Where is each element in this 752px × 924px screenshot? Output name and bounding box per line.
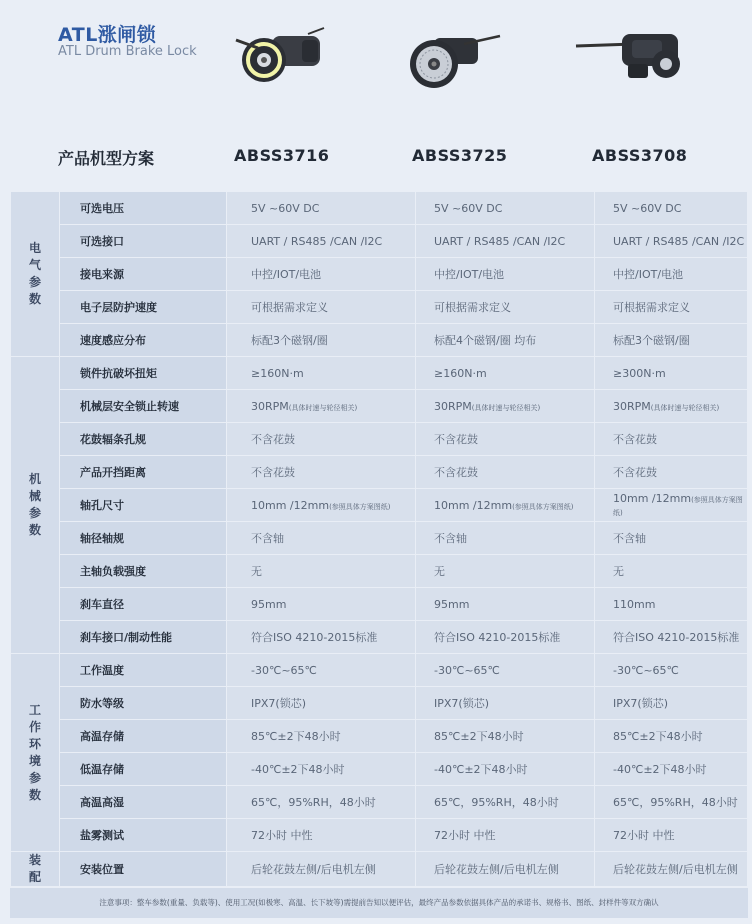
brand-subtitle: ATL Drum Brake Lock xyxy=(58,44,197,59)
value-main: IPX7(锁芯) xyxy=(613,697,668,710)
product-image-abss3716 xyxy=(228,22,328,86)
group-label-text: 工作环境参数 xyxy=(28,702,41,802)
value-main: 不含花鼓 xyxy=(251,433,295,446)
param-value xyxy=(595,852,748,887)
table-row xyxy=(11,291,748,324)
table-row xyxy=(11,390,748,423)
param-value xyxy=(595,819,748,852)
param-value xyxy=(416,258,595,291)
param-value xyxy=(227,753,416,786)
table-row xyxy=(11,753,748,786)
param-value xyxy=(595,192,748,225)
table-row xyxy=(11,225,748,258)
param-value xyxy=(416,555,595,588)
param-value xyxy=(595,720,748,753)
value-main: 后轮花鼓左侧/后电机左侧 xyxy=(251,863,376,876)
param-name: 主轴负载强度 xyxy=(60,555,227,588)
value-main: UART / RS485 /CAN /I2C xyxy=(251,234,383,248)
param-value xyxy=(227,654,416,687)
param-name: 可选接口 xyxy=(60,225,227,258)
table-row xyxy=(11,852,748,887)
param-value xyxy=(595,258,748,291)
param-name: 花鼓辐条孔规 xyxy=(60,423,227,456)
param-value xyxy=(416,291,595,324)
value-main: 不含花鼓 xyxy=(251,466,295,479)
param-value xyxy=(595,753,748,786)
param-value xyxy=(416,489,595,522)
footnote: 注意事项：整车参数(重量、负载等)、使用工况(如极寒、高温、长下坡等)需提前告知以便评估，最终产品参数依据具体产品的承诺书、规格书、图纸、封样件等双方确认 xyxy=(10,888,748,918)
value-main: 72小时 中性 xyxy=(434,829,496,842)
param-value xyxy=(227,522,416,555)
value-main: IPX7(锁芯) xyxy=(251,697,306,710)
table-row xyxy=(11,357,748,390)
param-value xyxy=(595,489,748,522)
param-value xyxy=(416,324,595,357)
value-note: (具体时速与轮径相关) xyxy=(471,403,541,412)
value-main: 不含轴 xyxy=(613,532,646,545)
value-main: 后轮花鼓左侧/后电机左侧 xyxy=(434,863,559,876)
param-value xyxy=(227,324,416,357)
group-label-text: 电气参数 xyxy=(28,241,41,306)
param-value xyxy=(416,522,595,555)
table-row xyxy=(11,258,748,291)
group-label xyxy=(11,192,60,357)
param-value xyxy=(416,423,595,456)
param-name: 机械层安全锁止转速 xyxy=(60,390,227,423)
table-row xyxy=(11,489,748,522)
table-row xyxy=(11,621,748,654)
value-main: 5V ~60V DC xyxy=(251,201,320,215)
value-main: 不含花鼓 xyxy=(613,433,657,446)
value-main: 95mm xyxy=(434,597,470,611)
value-main: 85℃±2下48小时 xyxy=(434,730,524,743)
param-name: 盐雾测试 xyxy=(60,819,227,852)
param-value xyxy=(416,390,595,423)
value-main: 30RPM xyxy=(251,399,289,413)
param-value xyxy=(416,819,595,852)
param-name: 接电来源 xyxy=(60,258,227,291)
param-value xyxy=(595,390,748,423)
value-main: 30RPM xyxy=(434,399,472,413)
value-main: 85℃±2下48小时 xyxy=(251,730,341,743)
value-main: 标配3个磁钢/圈 xyxy=(251,334,328,347)
value-main: 可根据需求定义 xyxy=(251,301,328,314)
model-header-row xyxy=(0,138,752,174)
value-main: -40℃±2下48小时 xyxy=(434,763,528,776)
param-value xyxy=(595,324,748,357)
value-main: 标配3个磁钢/圈 xyxy=(613,334,690,347)
table-row xyxy=(11,555,748,588)
param-value xyxy=(416,588,595,621)
param-value xyxy=(227,720,416,753)
model-name-2: ABSS3725 xyxy=(412,146,508,165)
param-value xyxy=(227,225,416,258)
param-name: 防水等级 xyxy=(60,687,227,720)
value-main: 后轮花鼓左侧/后电机左侧 xyxy=(613,863,738,876)
param-value xyxy=(227,291,416,324)
value-main: ≥300N·m xyxy=(613,366,666,380)
value-main: 30RPM xyxy=(613,399,651,413)
value-main: 85℃±2下48小时 xyxy=(613,730,703,743)
value-main: 符合ISO 4210-2015标准 xyxy=(613,631,740,644)
value-main: IPX7(锁芯) xyxy=(434,697,489,710)
param-value xyxy=(227,555,416,588)
table-row xyxy=(11,456,748,489)
param-value xyxy=(416,786,595,819)
table-row xyxy=(11,687,748,720)
model-name-3: ABSS3708 xyxy=(592,146,688,165)
value-main: 10mm /12mm xyxy=(251,498,330,512)
param-value xyxy=(416,621,595,654)
value-main: 不含花鼓 xyxy=(434,433,478,446)
param-name: 低温存储 xyxy=(60,753,227,786)
value-main: UART / RS485 /CAN /I2C xyxy=(434,234,566,248)
param-value xyxy=(227,687,416,720)
value-main: 5V ~60V DC xyxy=(613,201,682,215)
value-main: UART / RS485 /CAN /I2C xyxy=(613,234,745,248)
value-main: -30℃~65℃ xyxy=(434,663,500,677)
param-name: 锁件抗破坏扭矩 xyxy=(60,357,227,390)
value-main: 10mm /12mm xyxy=(613,492,692,505)
param-value xyxy=(416,852,595,887)
group-label xyxy=(11,852,60,887)
value-main: 不含花鼓 xyxy=(613,466,657,479)
value-note: (参照具体方案图纸) xyxy=(512,502,574,511)
param-value xyxy=(416,654,595,687)
param-name: 轴径轴规 xyxy=(60,522,227,555)
table-row xyxy=(11,192,748,225)
param-name: 电子层防护速度 xyxy=(60,291,227,324)
param-value xyxy=(595,357,748,390)
param-name: 安装位置 xyxy=(60,852,227,887)
value-main: ≥160N·m xyxy=(251,366,304,380)
param-value xyxy=(595,588,748,621)
group-label xyxy=(11,357,60,654)
value-main: 中控/IOT/电池 xyxy=(613,268,684,281)
param-value xyxy=(227,456,416,489)
value-main: 不含轴 xyxy=(434,532,467,545)
spec-table xyxy=(10,191,748,887)
value-main: 中控/IOT/电池 xyxy=(251,268,322,281)
param-value xyxy=(227,357,416,390)
group-label-text: 装配 xyxy=(28,853,41,884)
param-value xyxy=(416,357,595,390)
param-name: 工作温度 xyxy=(60,654,227,687)
param-value xyxy=(227,786,416,819)
value-main: 72小时 中性 xyxy=(251,829,313,842)
param-value xyxy=(595,687,748,720)
value-main: 无 xyxy=(251,565,262,578)
table-row xyxy=(11,423,748,456)
table-row xyxy=(11,522,748,555)
value-main: 95mm xyxy=(251,597,287,611)
param-name: 轴孔尺寸 xyxy=(60,489,227,522)
param-value xyxy=(595,621,748,654)
table-row xyxy=(11,786,748,819)
value-main: 无 xyxy=(434,565,445,578)
value-main: 5V ~60V DC xyxy=(434,201,503,215)
model-name-1: ABSS3716 xyxy=(234,146,330,165)
param-value xyxy=(227,819,416,852)
param-name: 刹车直径 xyxy=(60,588,227,621)
value-main: -30℃~65℃ xyxy=(251,663,317,677)
param-value xyxy=(227,423,416,456)
value-main: -40℃±2下48小时 xyxy=(251,763,345,776)
product-image-abss3708 xyxy=(574,24,684,88)
param-value xyxy=(595,225,748,258)
group-label xyxy=(11,654,60,852)
value-main: 不含花鼓 xyxy=(434,466,478,479)
table-row xyxy=(11,324,748,357)
value-main: 72小时 中性 xyxy=(613,829,675,842)
table-row xyxy=(11,819,748,852)
param-value xyxy=(227,489,416,522)
param-value xyxy=(595,291,748,324)
param-value xyxy=(595,654,748,687)
value-main: 不含轴 xyxy=(251,532,284,545)
value-main: 符合ISO 4210-2015标准 xyxy=(251,631,378,644)
value-note: (具体时速与轮径相关) xyxy=(288,403,358,412)
product-image-abss3725 xyxy=(404,26,504,90)
param-value xyxy=(416,192,595,225)
value-main: 中控/IOT/电池 xyxy=(434,268,505,281)
value-main: 65℃，95%RH，48小时 xyxy=(434,796,559,809)
value-main: -40℃±2下48小时 xyxy=(613,763,707,776)
brand-title: ATL涨闸锁 xyxy=(58,24,157,46)
group-label-text: 机械参数 xyxy=(28,472,41,537)
value-main: 标配4个磁钢/圈 均布 xyxy=(434,334,537,347)
param-value xyxy=(227,621,416,654)
value-main: 10mm /12mm xyxy=(434,498,513,512)
value-note: (参照具体方案图纸) xyxy=(613,496,743,517)
param-name: 可选电压 xyxy=(60,192,227,225)
param-value xyxy=(227,390,416,423)
param-name: 高温存储 xyxy=(60,720,227,753)
value-main: -30℃~65℃ xyxy=(613,663,679,677)
param-value xyxy=(227,258,416,291)
param-name: 高温高湿 xyxy=(60,786,227,819)
param-value xyxy=(416,225,595,258)
param-value xyxy=(416,720,595,753)
param-value xyxy=(416,456,595,489)
table-row xyxy=(11,588,748,621)
value-note: (具体时速与轮径相关) xyxy=(650,403,720,412)
value-main: 可根据需求定义 xyxy=(613,301,690,314)
param-value xyxy=(416,753,595,786)
table-row xyxy=(11,720,748,753)
param-value xyxy=(595,522,748,555)
value-main: 可根据需求定义 xyxy=(434,301,511,314)
model-scheme-label: 产品机型方案 xyxy=(58,149,155,168)
param-value xyxy=(595,456,748,489)
value-main: 65℃，95%RH，48小时 xyxy=(613,796,738,809)
value-main: 110mm xyxy=(613,597,656,611)
param-value xyxy=(227,852,416,887)
table-row xyxy=(11,654,748,687)
param-value xyxy=(227,192,416,225)
param-name: 刹车接口/制动性能 xyxy=(60,621,227,654)
value-main: 无 xyxy=(613,565,624,578)
param-value xyxy=(595,555,748,588)
value-main: 65℃，95%RH，48小时 xyxy=(251,796,376,809)
param-value xyxy=(595,786,748,819)
value-note: (参照具体方案图纸) xyxy=(329,502,391,511)
param-value xyxy=(227,588,416,621)
param-name: 产品开挡距离 xyxy=(60,456,227,489)
value-main: 符合ISO 4210-2015标准 xyxy=(434,631,561,644)
param-name: 速度感应分布 xyxy=(60,324,227,357)
param-value xyxy=(595,423,748,456)
param-value xyxy=(416,687,595,720)
value-main: ≥160N·m xyxy=(434,366,487,380)
